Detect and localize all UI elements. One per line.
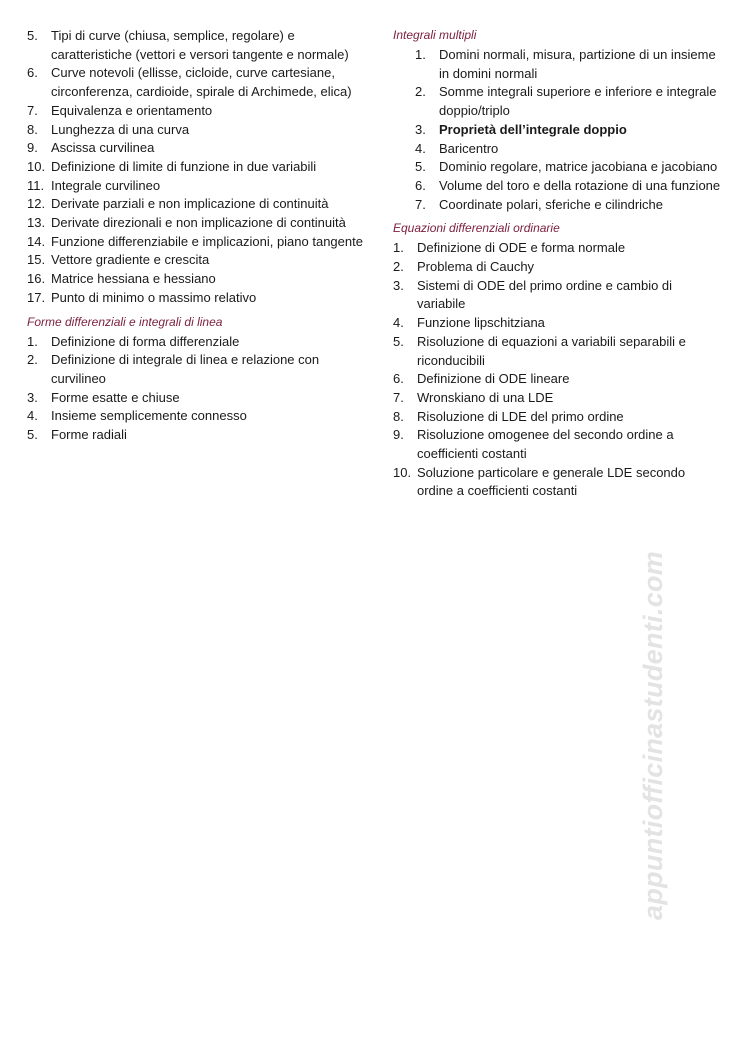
list-item-number: 14. xyxy=(27,233,46,249)
list-item xyxy=(27,333,377,352)
list-item-text: Matrice hessiana e hessiano xyxy=(51,271,216,287)
list-item-text: Definizione di integrale di linea e relazione con curvilineo xyxy=(51,352,320,386)
list-item-text: Definizione di forma differenziale xyxy=(51,333,240,349)
list-item-number: 4. xyxy=(27,408,38,424)
list-item-text: Somme integrali superiore e inferiore e integrale doppio/triplo xyxy=(439,84,717,119)
list-item xyxy=(393,140,723,159)
list-item-text: Definizione di ODE lineare xyxy=(417,371,570,387)
list-item-number: 8. xyxy=(393,408,404,424)
list-item-text: Definizione di ODE e forma normale xyxy=(417,240,626,256)
list-item-number: 7. xyxy=(27,102,38,118)
section-title-equazioni-differenziali: Equazioni differenziali ordinarie xyxy=(393,221,560,236)
list-item-number: 5. xyxy=(393,333,404,349)
list-item xyxy=(27,158,377,177)
list-item-text: Tipi di curve (chiusa, semplice, regolare) e caratteristiche (vettori e versori tangente e normale) xyxy=(51,28,349,62)
list-item-text: Definizione di limite di funzione in due variabili xyxy=(51,158,317,174)
list-item-text: Proprietà dell’integrale doppio xyxy=(439,121,627,137)
list-item-text: Risoluzione di equazioni a variabili separabili e riconducibili xyxy=(417,333,686,368)
list-item xyxy=(27,407,377,426)
list-item-text: Domini normali, misura, partizione di un insieme in domini normali xyxy=(439,47,716,81)
list-item-text: Funzione differenziabile e implicazioni, piano tangente xyxy=(51,233,363,249)
list-item-text: Lunghezza di una curva xyxy=(51,121,190,137)
list-item-text: Baricentro xyxy=(439,140,499,156)
list-item-text: Vettore gradiente e crescita xyxy=(51,252,210,268)
list-item-text: Forme esatte e chiuse xyxy=(51,389,180,405)
list-item xyxy=(393,464,723,501)
list-item xyxy=(393,196,723,215)
list-item-number: 2. xyxy=(27,352,38,368)
list-item-number: 16. xyxy=(27,271,46,287)
topic-list xyxy=(27,27,377,308)
list-item-number: 2. xyxy=(415,84,426,100)
list-item xyxy=(27,351,377,388)
list-item-number: 3. xyxy=(393,277,404,293)
list-item-text: Risoluzione di LDE del primo ordine xyxy=(417,408,624,424)
list-item xyxy=(393,389,723,408)
list-item xyxy=(393,177,723,196)
list-item-number: 7. xyxy=(415,196,426,212)
list-item-number: 5. xyxy=(27,28,38,43)
list-item xyxy=(27,289,377,308)
list-item-number: 15. xyxy=(27,252,46,268)
list-item-number: 4. xyxy=(415,140,426,156)
list-item-text: Volume del toro e della rotazione di una funzione xyxy=(439,177,721,193)
list-item xyxy=(393,426,723,463)
list-item-number: 9. xyxy=(393,427,404,443)
list-item-text: Curve notevoli (ellisse, cicloide, curve cartesiane, circonferenza, cardioide, spirale di Archimede, elica) xyxy=(51,65,352,100)
topic-list-integrali-multipli xyxy=(393,46,723,214)
topic-list-equazioni-differenziali xyxy=(393,239,723,501)
list-item xyxy=(393,408,723,427)
list-item-number: 12. xyxy=(27,196,46,212)
list-item xyxy=(27,102,377,121)
list-item-text: Soluzione particolare e generale LDE secondo ordine a coefficienti costanti xyxy=(417,464,686,499)
watermark: appuntiofficinastudenti.com xyxy=(638,550,668,920)
list-item-number: 6. xyxy=(415,177,426,193)
list-item-number: 5. xyxy=(415,159,426,175)
list-item xyxy=(27,27,377,64)
topic-list-forme-differenziali xyxy=(27,333,377,445)
list-item xyxy=(393,158,723,177)
list-item xyxy=(27,64,377,101)
list-item xyxy=(27,251,377,270)
list-item-number: 9. xyxy=(27,140,38,156)
list-item-number: 1. xyxy=(415,47,426,62)
list-item-number: 6. xyxy=(27,65,38,81)
list-item-number: 2. xyxy=(393,259,404,275)
list-item-number: 8. xyxy=(27,121,38,137)
list-item xyxy=(393,83,723,120)
right-column xyxy=(393,27,723,501)
list-item-text: Dominio regolare, matrice jacobiana e jacobiano xyxy=(439,159,718,175)
list-item xyxy=(27,195,377,214)
list-item xyxy=(393,333,723,370)
list-item-text: Insieme semplicemente connesso xyxy=(51,408,247,424)
list-item-number: 1. xyxy=(393,240,404,256)
list-item-text: Derivate parziali e non implicazione di continuità xyxy=(51,196,329,212)
section-title-integrali-multipli: Integrali multipli xyxy=(393,28,477,42)
list-item xyxy=(393,121,723,140)
list-item xyxy=(27,177,377,196)
list-item-number: 13. xyxy=(27,215,46,231)
section-title-forme-differenziali: Forme differenziali e integrali di linea xyxy=(27,314,223,329)
list-item-number: 3. xyxy=(27,389,38,405)
list-item xyxy=(393,277,723,314)
list-item-text: Wronskiano di una LDE xyxy=(417,389,554,405)
list-item-number: 6. xyxy=(393,371,404,387)
list-item-number: 1. xyxy=(27,333,38,349)
list-item-number: 4. xyxy=(393,315,404,331)
list-item-text: Problema di Cauchy xyxy=(417,259,535,275)
list-item xyxy=(393,46,723,83)
list-item xyxy=(27,139,377,158)
list-item-number: 10. xyxy=(27,158,46,174)
list-item-number: 11. xyxy=(27,177,45,193)
list-item xyxy=(393,258,723,277)
list-item xyxy=(393,370,723,389)
list-item xyxy=(393,239,723,258)
list-item xyxy=(27,270,377,289)
list-item xyxy=(27,426,377,445)
list-item-text: Risoluzione omogenee del secondo ordine a coefficienti costanti xyxy=(417,427,674,462)
list-item-number: 3. xyxy=(415,121,426,137)
list-item xyxy=(27,233,377,252)
list-item xyxy=(393,314,723,333)
list-item-number: 17. xyxy=(27,289,46,305)
list-item-text: Derivate direzionali e non implicazione di continuità xyxy=(51,215,346,231)
list-item-number: 10. xyxy=(393,464,412,480)
left-column xyxy=(27,27,377,445)
list-item-text: Funzione lipschitziana xyxy=(417,315,545,331)
list-item xyxy=(27,214,377,233)
list-item-text: Coordinate polari, sferiche e cilindriche xyxy=(439,196,664,212)
list-item xyxy=(27,389,377,408)
list-item-text: Sistemi di ODE del primo ordine e cambio di variabile xyxy=(417,277,673,312)
list-item-number: 7. xyxy=(393,389,404,405)
list-item-text: Equivalenza e orientamento xyxy=(51,102,213,118)
list-item-number: 5. xyxy=(27,427,38,443)
list-item xyxy=(27,121,377,140)
list-item-text: Forme radiali xyxy=(51,427,127,443)
list-item-text: Integrale curvilineo xyxy=(51,177,161,193)
list-item-text: Punto di minimo o massimo relativo xyxy=(51,289,257,305)
list-item-text: Ascissa curvilinea xyxy=(51,140,155,156)
